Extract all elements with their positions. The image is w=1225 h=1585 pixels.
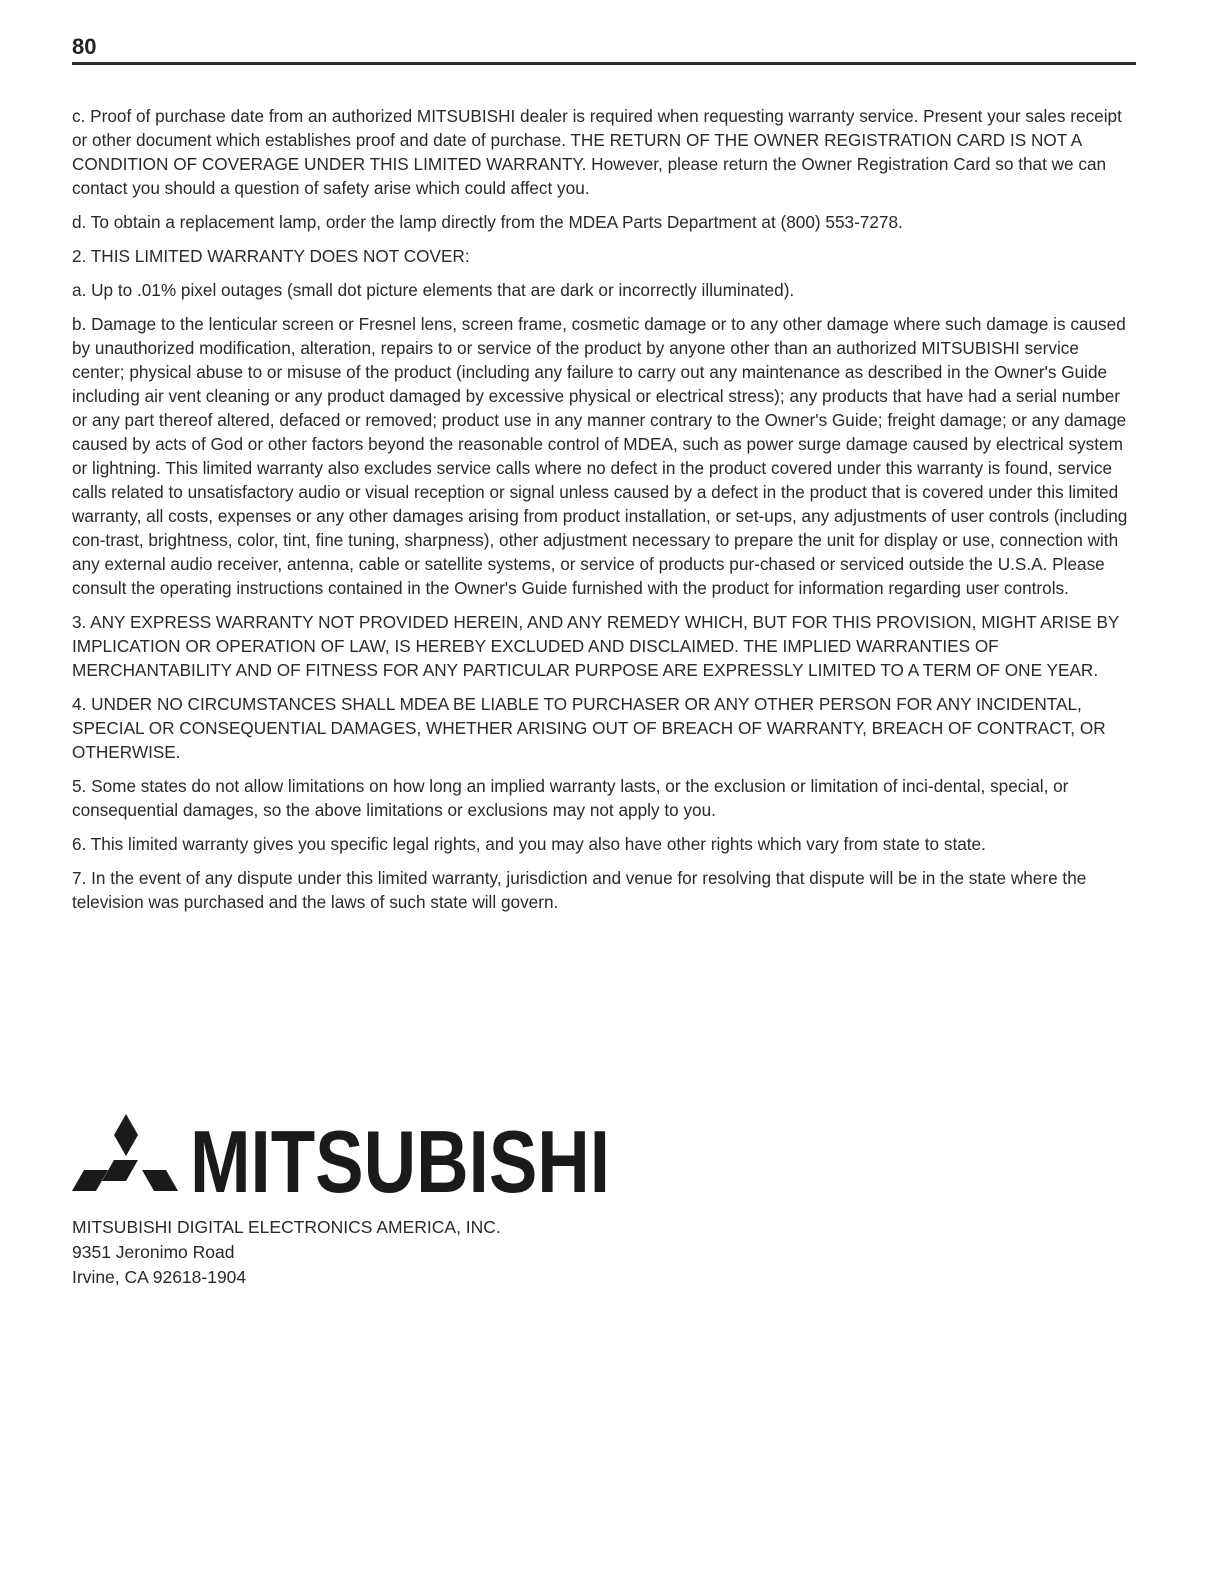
city-state-zip: Irvine, CA 92618-1904 (72, 1267, 247, 1287)
paragraph-c-proof-of-purchase: c. Proof of purchase date from an authorized MITSUBISHI dealer is required when requesting warranty service. Present your sales receipt or other document which establishes proof and date of purchase. THE RETURN OF THE OWNER REGISTRATION CARD IS NOT A CONDITION OF COVERAGE UNDER THIS LIMITED WARRANTY. However, please return the Owner Registration Card so that we can contact you should a question of safety arise which could affect you. (72, 106, 1122, 198)
street-address: 9351 Jeronimo Road (72, 1242, 235, 1262)
paragraph-b-damage: b. Damage to the lenticular screen or Fresnel lens, screen frame, cosmetic damage or to any other damage where such damage is caused by unauthorized modification, alteration, repairs to or service of the product by anyone other than an authorized MITSUBISHI service center; physical abuse to or misuse of the product (including any failure to carry out any maintenance as described in the Owner's Guide including air vent cleaning or any product damaged by excessive physical or electrical stress); any products that have had a serial number or any part thereof altered, defaced or removed; product use in any manner contrary to the Owner's Guide; freight damage; or any damage caused by acts of God or other factors beyond the reasonable control of MDEA, such as power surge damage caused by electrical system or lightning. This limited warranty also excludes service calls where no defect in the product covered under this warranty is found, service calls related to unsatisfactory audio or visual reception or signal unless caused by a defect in the product that is covered under this limited warranty, all costs, expenses or any other damages arising from product installation, or set-ups, any adjustments of user controls (including con-trast, brightness, color, tint, fine tuning, sharpness), other adjustment necessary to prepare the unit for display or use, connection with any external audio receiver, antenna, cable or satellite systems, or service of products pur-chased or serviced outside the U.S.A. Please consult the operating instructions contained in the Owner's Guide furnished with the product for information regarding user controls. (72, 314, 1128, 598)
warranty-text (72, 104, 1136, 924)
page-header (72, 26, 1136, 65)
company-name: MITSUBISHI DIGITAL ELECTRONICS AMERICA, INC. (72, 1217, 501, 1237)
paragraph-7-dispute: 7. In the event of any dispute under this limited warranty, jurisdiction and venue for resolving that dispute will be in the state where the television was purchased and the laws of such state will govern. (72, 868, 1087, 912)
logo-wordmark: MITSUBISHI (190, 1112, 610, 1211)
paragraph-2-not-covered: 2. THIS LIMITED WARRANTY DOES NOT COVER: (72, 246, 470, 266)
paragraph-4-no-liability: 4. UNDER NO CIRCUMSTANCES SHALL MDEA BE LIABLE TO PURCHASER OR ANY OTHER PERSON FOR ANY INCIDENTAL, SPECIAL OR CONSEQUENTIAL DAMAGES, WHETHER ARISING OUT OF BREACH OF WARRANTY, BREACH OF CONTRACT, OR OTHERWISE. (72, 694, 1106, 762)
logo-diamond-right (142, 1170, 178, 1191)
page-number: 80 (72, 34, 97, 59)
company-address (72, 1215, 501, 1290)
mitsubishi-logo (72, 1110, 632, 1210)
paragraph-a-pixel-outages: a. Up to .01% pixel outages (small dot picture elements that are dark or incorrectly illuminated). (72, 280, 795, 300)
paragraph-3-express-warranty: 3. ANY EXPRESS WARRANTY NOT PROVIDED HEREIN, AND ANY REMEDY WHICH, BUT FOR THIS PROVISION, MIGHT ARISE BY IMPLICATION OR OPERATION OF LAW, IS HEREBY EXCLUDED AND DISCLAIMED. THE IMPLIED WARRANTIES OF MERCHANTABILITY AND OF FITNESS FOR ANY PARTICULAR PURPOSE ARE EXPRESSLY LIMITED TO A TERM OF ONE YEAR. (72, 612, 1120, 680)
three-diamonds-logo-icon (72, 1110, 632, 1210)
paragraph-5-state-limitations: 5. Some states do not allow limitations on how long an implied warranty lasts, or the exclusion or limitation of inci-dental, special, or consequential damages, so the above limitations or exclusions may not apply to you. (72, 776, 1069, 820)
paragraph-6-legal-rights: 6. This limited warranty gives you specific legal rights, and you may also have other rights which vary from state to state. (72, 834, 986, 854)
logo-diamond-top (114, 1114, 138, 1156)
paragraph-d-replacement-lamp: d. To obtain a replacement lamp, order the lamp directly from the MDEA Parts Department at (800) 553-7278. (72, 212, 903, 232)
